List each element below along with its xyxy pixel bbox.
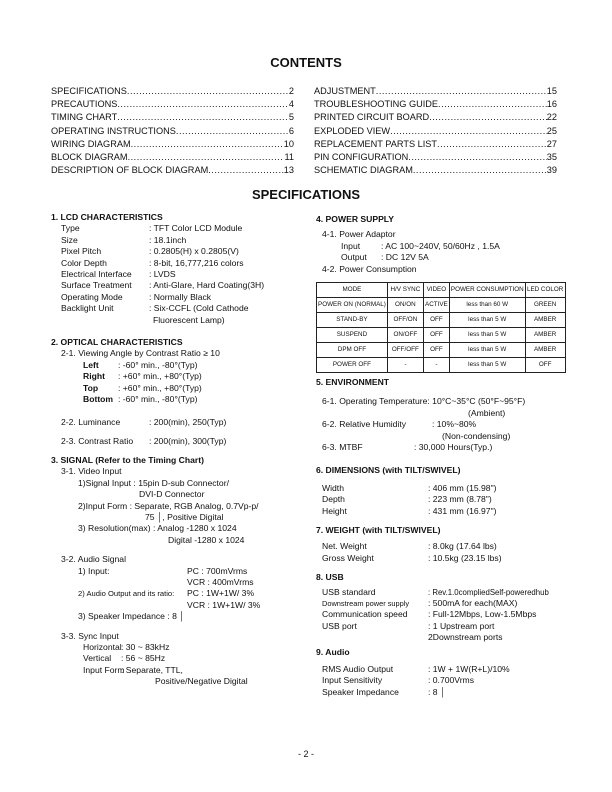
audio-input-vcr-text: VCR : 400mVrms [187, 576, 254, 587]
lcd-spec-row [51, 303, 301, 314]
luminance-value: : 200(min), 250(Typ) [149, 417, 227, 428]
audio-spec-label: Speaker Impedance [322, 686, 399, 697]
power-table-cell: ACTIVE [423, 297, 449, 312]
weight-heading: 7. WEIGHT (with TILT/SWIVEL) [316, 524, 441, 535]
toc-entry-title: PRINTED CIRCUIT BOARD [314, 112, 430, 123]
power-table-row [317, 357, 566, 372]
lcd-spec-row [51, 258, 301, 269]
video-resolution-text-b: Digital -1280 x 1024 [168, 534, 245, 545]
angle-value: : +60° min., +80°(Typ) [118, 382, 202, 393]
power-table-cell: less than 5 W [449, 312, 525, 327]
angle-value: : +60° min., +80°(Typ) [118, 371, 202, 382]
toc-entry [51, 98, 294, 111]
angle-label: Left [83, 359, 99, 370]
video-signal-input [51, 478, 301, 489]
toc-entry [51, 164, 294, 177]
audio-heading: 9. Audio [316, 647, 350, 658]
weight-rows [316, 541, 588, 564]
usb-row [316, 609, 588, 620]
audio-output-pc [51, 588, 301, 599]
lcd-spec-label: Operating Mode [61, 291, 123, 302]
power-output-value: : DC 12V 5A [381, 252, 429, 263]
dimension-rows [316, 483, 588, 517]
usb-port-cont [316, 632, 588, 643]
op-temp [316, 396, 588, 407]
backlight-cont-text: Fluorescent Lamp) [153, 314, 225, 325]
lcd-spec-row [51, 246, 301, 257]
sync-cont-text: Positive/Negative Digital [155, 676, 248, 687]
sync-label: Input Form [83, 664, 125, 675]
toc-entry-title: TIMING CHART [51, 112, 118, 123]
lcd-spec-value: : Anti-Glare, Hard Coating(3H) [149, 280, 265, 291]
sync-label: Horizontal [83, 641, 122, 652]
toc-entry-title: REPLACEMENT PARTS LIST [314, 138, 438, 149]
left-column [51, 212, 301, 688]
power-input-label: Input [341, 240, 361, 251]
lcd-spec-value: : TFT Color LCD Module [149, 223, 243, 234]
toc-entry-page: 35 [546, 152, 557, 163]
toc-right [314, 85, 557, 177]
toc-entry [314, 164, 557, 177]
dimension-value: : 223 mm (8.78") [428, 494, 492, 505]
power-input-value: : AC 100~240V, 50/60Hz , 1.5A [381, 240, 500, 251]
optical-heading: 2. OPTICAL CHARACTERISTICS [51, 336, 183, 347]
weight-row [316, 541, 588, 552]
power-table-header [317, 282, 566, 297]
toc-entry-page: 2 [288, 86, 294, 96]
power-table-header-cell: H/V SYNC [387, 282, 423, 297]
power-table-cell: less than 5 W [449, 357, 525, 372]
power-table-cell: less than 60 W [449, 297, 525, 312]
video-signal-text-b: DVI-D Connector [139, 489, 205, 500]
toc-entry [51, 125, 294, 138]
toc-leader [176, 125, 289, 138]
lcd-spec-label: Size [61, 234, 78, 245]
lcd-spec-value: : LVDS [149, 268, 176, 279]
sync-value: : 30 ~ 83kHz [121, 641, 170, 652]
power-heading: 4. POWER SUPPLY [316, 214, 395, 224]
lcd-heading: 1. LCD CHARACTERISTICS [51, 212, 163, 222]
toc-entry [51, 85, 294, 98]
dimension-row [316, 494, 588, 505]
audio-output-pc-text: PC : 1W+1W/ 3% [187, 588, 255, 599]
power-table-cell: OFF [423, 342, 449, 357]
usb-row [316, 587, 588, 598]
toc-left [51, 85, 294, 177]
dimension-label: Width [322, 482, 344, 493]
toc-entry-page: 16 [546, 99, 557, 110]
environment-heading: 5. ENVIRONMENT [316, 376, 390, 387]
humidity-text-b: (Non-condensing) [442, 430, 511, 441]
lcd-spec-value: : 0.2805(H) x 0.2805(V) [149, 246, 239, 257]
power-table-cell: SUSPEND [317, 327, 388, 342]
lcd-spec-value: : Normally Black [149, 291, 212, 302]
lcd-spec-label: Surface Treatment [61, 280, 132, 291]
contrast-row [51, 436, 301, 447]
sync-cont [51, 676, 301, 687]
usb-value: : Full-12Mbps, Low-1.5Mbps [428, 609, 537, 620]
lcd-spec-row [51, 292, 301, 303]
power-table-cell: OFF [525, 357, 565, 372]
power-consumption [316, 264, 588, 275]
dimension-label: Height [322, 505, 347, 516]
view-angle-text: 2-1. Viewing Angle by Contrast Ratio ≥ 10 [61, 348, 220, 359]
angle-row [51, 371, 301, 382]
usb-label: USB standard [322, 586, 376, 597]
toc-entry [314, 151, 557, 164]
power-adaptor [316, 229, 588, 240]
mtbf [316, 442, 588, 453]
video-resolution-text: 3) Resolution(max) : Analog -1280 x 1024 [78, 523, 237, 534]
toc-entry-page: 10 [283, 138, 294, 149]
toc-entry-page: 15 [546, 86, 557, 96]
usb-row [316, 598, 588, 609]
toc-entry-page: 39 [546, 165, 557, 176]
lcd-spec-row [51, 235, 301, 246]
sync-input-text: 3-3. Sync Input [61, 630, 119, 641]
power-table-cell: POWER ON (NORMAL) [317, 297, 388, 312]
toc-entry-page: 22 [546, 112, 557, 123]
power-table-body [317, 297, 566, 372]
audio-output-vcr-text: VCR : 1W+1W/ 3% [187, 599, 261, 610]
toc-entry [314, 125, 557, 138]
dimension-value: : 431 mm (16.97") [428, 505, 497, 516]
power-table-row [317, 297, 566, 312]
toc-entry-title: EXPLODED VIEW [314, 125, 391, 136]
humidity-b [316, 431, 588, 442]
video-resolution-b [51, 535, 301, 546]
toc-leader [127, 85, 289, 98]
power-table-cell: OFF [423, 312, 449, 327]
toc-leader [408, 151, 547, 164]
power-table-cell: AMBER [525, 342, 565, 357]
usb-rows [316, 587, 588, 633]
video-signal-text: 1)Signal Input : 15pin D-sub Connector/ [78, 477, 229, 488]
sync-rows [51, 642, 301, 676]
toc-entry-title: OPERATING INSTRUCTIONS [51, 125, 176, 136]
angle-row [51, 360, 301, 371]
weight-row [316, 553, 588, 564]
power-table-cell: DPM OFF [317, 342, 388, 357]
toc-leader [131, 138, 284, 151]
sync-value: : 56 ~ 85Hz [121, 653, 166, 664]
toc-leader [413, 164, 547, 177]
toc-leader [390, 125, 547, 138]
usb-port-cont-text: 2Downstream ports [428, 632, 503, 643]
toc-entry [314, 85, 557, 98]
power-table-row [317, 327, 566, 342]
toc-entry [314, 138, 557, 151]
contrast-label: 2-3. Contrast Ratio [61, 435, 134, 446]
video-input-form-text-b: 75 │, Positive Digital [145, 512, 224, 523]
lcd-spec-row [51, 223, 301, 234]
power-table-cell: OFF/ON [387, 312, 423, 327]
luminance-label: 2-2. Luminance [61, 417, 121, 428]
video-resolution [51, 523, 301, 534]
power-output-label: Output [341, 252, 367, 263]
angle-label: Right [83, 371, 105, 382]
op-temp-text-b: (Ambient) [468, 407, 506, 418]
toc-leader [128, 151, 285, 164]
angle-rows [51, 360, 301, 406]
power-input [316, 241, 588, 252]
toc-entry-title: WIRING DIAGRAM [51, 138, 131, 149]
power-table-cell: ON/ON [387, 297, 423, 312]
toc-entry-title: SCHEMATIC DIAGRAM [314, 165, 413, 176]
toc-entry-title: PIN CONFIGURATION [314, 152, 409, 163]
toc-entry-page: 25 [546, 125, 557, 136]
angle-value: : -60° min., -80°(Typ) [118, 393, 198, 404]
lcd-spec-label: Color Depth [61, 257, 107, 268]
dimension-label: Depth [322, 494, 345, 505]
video-input-form [51, 501, 301, 512]
audio-output-label: 2) Audio Output and its ratio: [78, 589, 175, 599]
toc-entry-title: ADJUSTMENT [314, 86, 376, 96]
audio-input-pc-text: PC : 700mVrms [187, 565, 248, 576]
lcd-spec-label: Pixel Pitch [61, 246, 102, 257]
sync-row [51, 653, 301, 664]
lcd-spec-row [51, 280, 301, 291]
lcd-spec-value: : 18.1inch [149, 234, 187, 245]
toc-entry-page: 6 [288, 125, 294, 136]
power-table [316, 282, 566, 373]
weight-label: Gross Weight [322, 552, 374, 563]
usb-value: : 1 Upstream port [428, 620, 495, 631]
sync-row [51, 665, 301, 676]
weight-value: : 8.0kg (17.64 lbs) [428, 541, 497, 552]
power-table-header-cell: LED COLOR [525, 282, 565, 297]
video-input-label [51, 466, 301, 477]
audio-input-vcr [51, 577, 301, 588]
op-temp-text: 6-1. Operating Temperature: 10°C~35°C (50°F~95°F) [322, 396, 526, 407]
audio-spec-value: : 0.700Vrms [428, 675, 475, 686]
lcd-spec-value: : 8-bit, 16,777,216 colors [149, 257, 244, 268]
power-table-cell: less than 5 W [449, 327, 525, 342]
lcd-spec-row [51, 269, 301, 280]
right-column [316, 214, 588, 698]
toc-leader [376, 85, 547, 98]
power-table-cell: - [423, 357, 449, 372]
power-table-cell: OFF [423, 327, 449, 342]
humidity [316, 419, 588, 430]
usb-value: : 500mA for each(MAX) [428, 597, 518, 608]
weight-label: Net. Weight [322, 541, 367, 552]
audio-spec-row [316, 675, 588, 686]
dimension-value: : 406 mm (15.98") [428, 482, 497, 493]
power-table-cell: ON/OFF [387, 327, 423, 342]
usb-heading: 8. USB [316, 572, 344, 583]
power-table-cell: AMBER [525, 312, 565, 327]
power-table-cell: less than 5 W [449, 342, 525, 357]
audio-spec-row [316, 687, 588, 698]
power-adaptor-text: 4-1. Power Adaptor [322, 229, 396, 240]
power-table-cell: - [387, 357, 423, 372]
audio-spec-label: RMS Audio Output [322, 663, 394, 674]
dimensions-heading: 6. DIMENSIONS (with TILT/SWIVEL) [316, 465, 461, 476]
toc-entry-title: BLOCK DIAGRAM [51, 152, 128, 163]
video-signal-input-b [51, 489, 301, 500]
toc-leader [438, 98, 547, 111]
luminance-row [51, 417, 301, 428]
toc-entry-page: 13 [283, 165, 294, 176]
power-consumption-text: 4-2. Power Consumption [322, 263, 417, 274]
view-angle-label [51, 348, 301, 359]
power-table-header-cell: MODE [317, 282, 388, 297]
toc-entry [314, 98, 557, 111]
power-table-header-cell: POWER CONSUMPTION [449, 282, 525, 297]
usb-label: Downstream power supply [322, 598, 410, 608]
usb-label: USB port [322, 620, 357, 631]
angle-row [51, 383, 301, 394]
power-table-row [317, 312, 566, 327]
weight-value: : 10.5kg (23.15 lbs) [428, 552, 502, 563]
mtbf-value: : 30,000 Hours(Typ.) [414, 441, 493, 452]
audio-output-vcr [51, 600, 301, 611]
video-input-text: 3-1. Video Input [61, 466, 122, 477]
power-table-cell: OFF/OFF [387, 342, 423, 357]
op-temp-b [316, 408, 588, 419]
speaker-impedance-text: 3) Speaker Impedance : 8 │ [78, 611, 185, 622]
toc-leader [429, 111, 547, 124]
usb-row [316, 621, 588, 632]
audio-signal-label [51, 554, 301, 565]
power-table-cell: GREEN [525, 297, 565, 312]
usb-value: : Rev.1.0compliedSelf-poweredhub [428, 587, 549, 597]
specifications-title: SPECIFICATIONS [251, 187, 361, 202]
lcd-rows [51, 223, 301, 314]
toc-entry [51, 111, 294, 124]
toc-entry [51, 151, 294, 164]
toc-entry-title: TROUBLESHOOTING GUIDE [314, 99, 439, 110]
sync-row [51, 642, 301, 653]
toc-leader [117, 111, 289, 124]
sync-input-label [51, 631, 301, 642]
contrast-value: : 200(min), 300(Typ) [149, 435, 227, 446]
lcd-spec-label: Backlight Unit [61, 303, 114, 314]
sync-value: : Separate, TTL, [121, 664, 183, 675]
toc-entry-page: 4 [288, 99, 294, 110]
toc-entry [314, 111, 557, 124]
power-table-header-cell: VIDEO [423, 282, 449, 297]
toc-entry-page: 5 [288, 112, 294, 123]
speaker-impedance [51, 611, 301, 622]
page-number: - 2 - [297, 749, 314, 759]
angle-label: Top [83, 382, 99, 393]
audio-input-label: 1) Input: [78, 565, 110, 576]
video-input-form-text: 2)Input Form : Separate, RGB Analog, 0.7Vp-p/ [78, 500, 259, 511]
sync-label: Vertical [83, 653, 112, 664]
power-table-cell: POWER OFF [317, 357, 388, 372]
dimension-row [316, 483, 588, 494]
video-input-form-b [51, 512, 301, 523]
toc-entry [51, 138, 294, 151]
toc-entry-page: 27 [546, 138, 557, 149]
audio-spec-label: Input Sensitivity [322, 675, 383, 686]
audio-spec-value: : 8 │ [428, 686, 446, 697]
usb-label: Communication speed [322, 609, 408, 620]
toc-entry-page: 11 [284, 152, 294, 163]
power-table-row [317, 342, 566, 357]
angle-label: Bottom [83, 393, 114, 404]
audio-input-pc [51, 566, 301, 577]
toc-leader [437, 138, 547, 151]
toc-leader [208, 164, 284, 177]
toc-leader [117, 98, 289, 111]
humidity-value: : 10%~80% [432, 419, 477, 430]
mtbf-label: 6-3. MTBF [322, 441, 363, 452]
audio-signal-text: 3-2. Audio Signal [61, 554, 126, 565]
toc-entry-title: SPECIFICATIONS [51, 86, 127, 96]
audio-rows [316, 664, 588, 698]
lcd-backlight-cont [51, 315, 301, 326]
audio-spec-value: : 1W + 1W(R+L)/10% [428, 663, 510, 674]
lcd-spec-label: Type [61, 223, 80, 234]
lcd-spec-label: Electrical Interface [61, 268, 132, 279]
signal-heading: 3. SIGNAL (Refer to the Timing Chart) [51, 455, 204, 466]
angle-value: : -60° min., -80°(Typ) [118, 359, 198, 370]
toc-entry-title: DESCRIPTION OF BLOCK DIAGRAM [51, 165, 209, 176]
power-table-cell: STAND-BY [317, 312, 388, 327]
humidity-label: 6-2. Relative Humidity [322, 419, 407, 430]
power-output [316, 252, 588, 263]
dimension-row [316, 506, 588, 517]
angle-row [51, 394, 301, 405]
contents-title: CONTENTS [270, 55, 342, 70]
toc-entry-title: PRECAUTIONS [51, 99, 118, 110]
power-table-cell: AMBER [525, 327, 565, 342]
lcd-spec-value: : Six-CCFL (Cold Cathode [149, 303, 249, 314]
audio-spec-row [316, 664, 588, 675]
